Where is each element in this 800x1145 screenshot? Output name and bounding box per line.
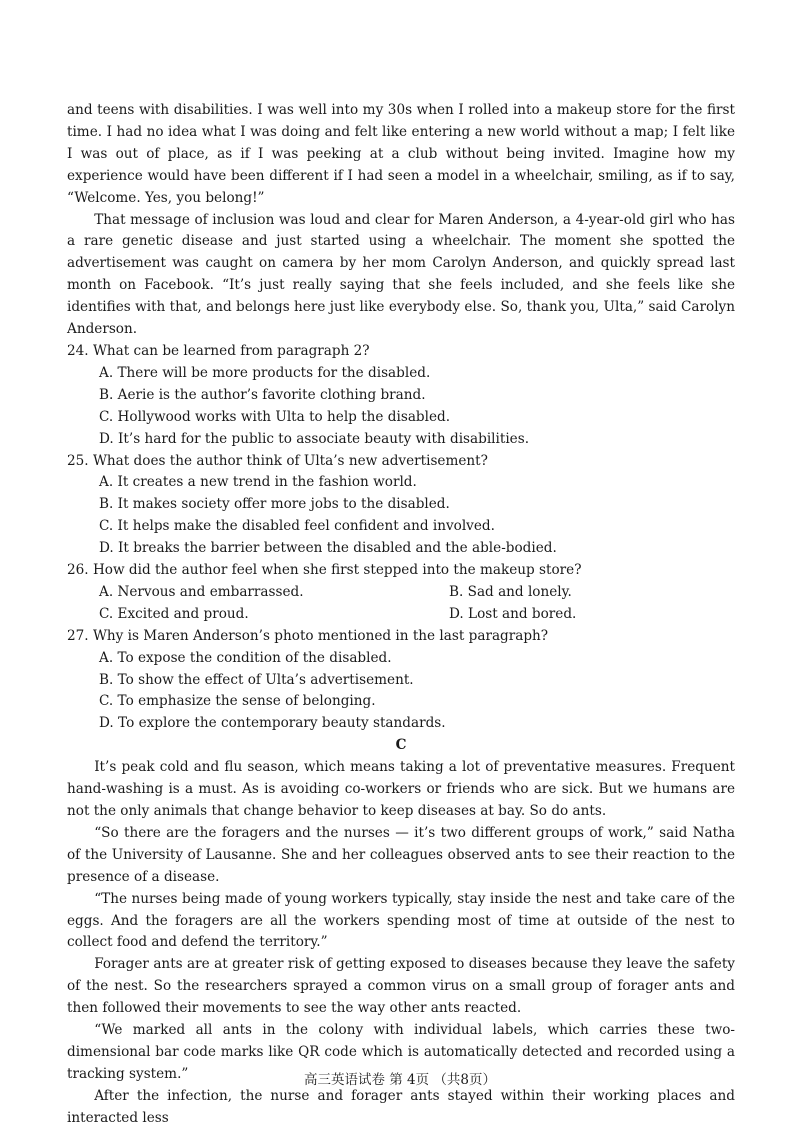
option-d: D. It’s hard for the public to associate beauty with disabilities. (99, 430, 530, 447)
option-b: B. Aerie is the author’s favorite clothing brand. (99, 386, 426, 403)
passage-c-paragraph-5: “We marked all ants in the colony with individual labels, which carries these two-dimensional bar code marks like QR code which is automatically detected and recorded using a tracking system.” (67, 1022, 735, 1082)
passage-c-paragraph-4: Forager ants are at greater risk of getting exposed to diseases because they leave the safety of the nest. So the researchers sprayed a common virus on a small group of forager ants and then followed their movements to see the way other ants reacted. (67, 956, 735, 1017)
section-heading-c: C (395, 737, 407, 754)
question-stem: 24. What can be learned from paragraph 2? (67, 342, 370, 359)
option-c: C. To emphasize the sense of belonging. (99, 693, 376, 710)
passage-c-paragraph-3: “The nurses being made of young workers typically, stay inside the nest and take care of the eggs. And the foragers are all the workers spending most of time at outside of the nest to collect food and defend the territory.” (67, 890, 735, 951)
option-b: B. To show the effect of Ulta’s advertisement. (99, 671, 414, 688)
option-a: A. It creates a new trend in the fashion world. (99, 474, 417, 491)
option-b: B. Sad and lonely. (449, 583, 572, 600)
passage-c-paragraph-2: “So there are the foragers and the nurses — it’s two different groups of work,” said Natha of the University of Lausanne. She and her colleagues observed ants to see their reaction to the presence of a disease. (67, 824, 735, 885)
question-27 (67, 626, 735, 736)
option-b: B. It makes society offer more jobs to the disabled. (99, 496, 450, 513)
option-a: A. To expose the condition of the disabled. (99, 649, 392, 666)
passage-b-paragraph-1: and teens with disabilities. I was well into my 30s when I rolled into a makeup store for the first time. I had no idea what I was doing and felt like entering a new world without a map; I felt like I was out of place, as if I was peeking at a club without being invited. Imagine how my experience would have been different if I had seen a model in a wheelchair, smiling, as if to say, “Welcome. Yes, you belong!” (67, 102, 735, 206)
option-d: D. To explore the contemporary beauty standards. (99, 715, 446, 732)
option-c: C. Excited and proud. (99, 605, 249, 622)
question-24 (67, 341, 735, 451)
option-c: C. It helps make the disabled feel confident and involved. (99, 518, 495, 535)
reading-content (67, 100, 735, 1130)
option-d: D. Lost and bored. (449, 605, 577, 622)
question-stem: 25. What does the author think of Ulta’s new advertisement? (67, 452, 488, 469)
passage-b-paragraph-2: That message of inclusion was loud and clear for Maren Anderson, a 4-year-old girl who has a rare genetic disease and just started using a wheelchair. The moment she spotted the advertisement was caught on camera by her mom Carolyn Anderson, and quickly spread last month on Facebook. “It’s just really saying that she feels included, and she feels like she identifies with that, and belongs here just like everybody else. So, thank you, Ulta,” said Carolyn Anderson. (67, 211, 735, 338)
question-stem: 27. Why is Maren Anderson’s photo mentioned in the last paragraph? (67, 627, 549, 644)
passage-c-paragraph-6: After the infection, the nurse and forager ants stayed within their working places and interacted less (67, 1087, 735, 1126)
question-26 (67, 560, 735, 626)
question-stem: 26. How did the author feel when she first stepped into the makeup store? (67, 562, 582, 579)
option-c: C. Hollywood works with Ulta to help the disabled. (99, 408, 451, 425)
option-a: A. There will be more products for the disabled. (99, 364, 431, 381)
page-footer: 高三英语试卷 第 4页 （共8页） (303, 1072, 497, 1088)
question-25 (67, 451, 735, 561)
passage-c-paragraph-1: It’s peak cold and flu season, which means taking a lot of preventative measures. Frequent hand-washing is a must. As is avoiding co-workers or friends who are sick. But we humans are not the only animals that change behavior to keep diseases at bay. So do ants. (67, 759, 735, 819)
option-d: D. It breaks the barrier between the disabled and the able-bodied. (99, 540, 557, 557)
option-a: A. Nervous and embarrassed. (99, 583, 304, 600)
